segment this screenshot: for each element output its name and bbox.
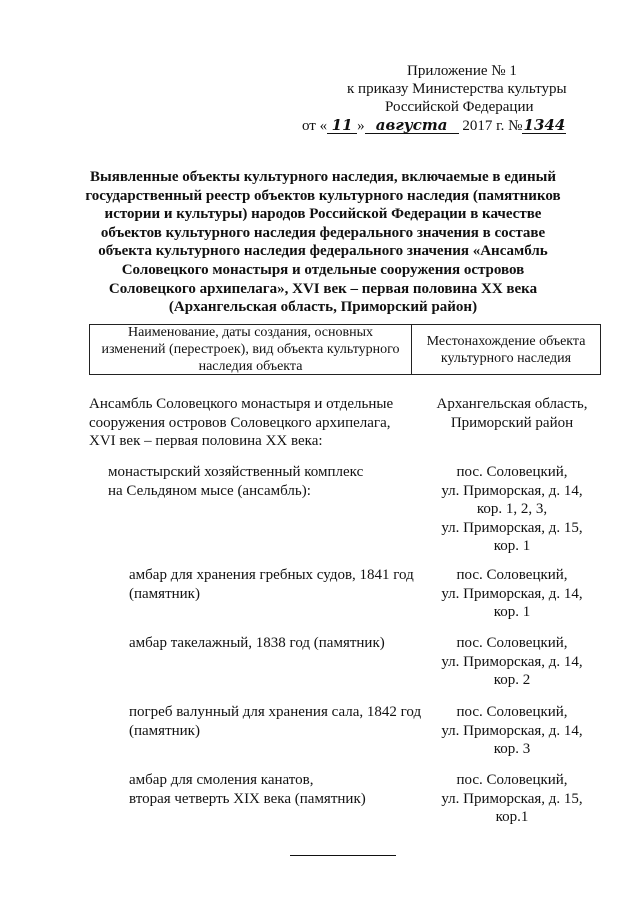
date-month-handwritten: августа <box>365 117 459 134</box>
table-header <box>89 324 601 375</box>
date-day-handwritten: 11 <box>327 117 357 134</box>
appendix-header <box>300 62 610 135</box>
table-row-location: пос. Соловецкий, ул. Приморская, д. 15, кор.1 <box>441 772 583 825</box>
table-row-location: пос. Соловецкий, ул. Приморская, д. 14, кор. 1 <box>441 567 583 620</box>
table-row-location: пос. Соловецкий, ул. Приморская, д. 14, кор. 2 <box>441 635 583 688</box>
appendix-date-line <box>300 117 610 135</box>
table-row-name: погреб валунный для хранения сала, 1842 год (памятник) <box>129 704 422 739</box>
table-row-name: Ансамбль Соловецкого монастыря и отдельные сооружения островов Соловецкого архипелага, XVI век – первая половина XX века: <box>89 396 394 449</box>
table-header-name-column: Наименование, даты создания, основных изменений (перестроек), вид объекта культурного наследия объекта <box>90 325 412 374</box>
table-row-name: монастырский хозяйственный комплекс на Сельдяном мысе (ансамбль): <box>108 464 364 499</box>
date-prefix: от « <box>302 118 328 134</box>
table-row-location: пос. Соловецкий, ул. Приморская, д. 14, кор. 1, 2, 3, ул. Приморская, д. 15, кор. 1 <box>441 464 583 554</box>
appendix-order-line: к приказу Министерства культуры <box>347 81 567 97</box>
footer-separator <box>290 855 396 856</box>
order-number-handwritten: 1344 <box>523 116 566 134</box>
table-header-location-column: Местонахождение объекта культурного наследия <box>426 333 586 366</box>
table-row-location: Архангельская область, Приморский район <box>436 396 588 431</box>
table-row-name: амбар для смоления канатов, вторая четверть XIX века (памятник) <box>129 772 366 807</box>
appendix-country-line: Российской Федерации <box>385 99 534 115</box>
appendix-title: Приложение № 1 <box>407 63 517 79</box>
table-row-name: амбар для хранения гребных судов, 1841 год (памятник) <box>129 567 414 602</box>
document-title: Выявленные объекты культурного наследия, включаемые в единый государственный реестр объектов культурного наследия (памятников истории и культуры) народов Российской Федерации в качестве объектов культурного наследия федерального значения в составе объекта культурного наследия федерального значения «Ансамбль Соловецкого монастыря и отдельные сооружения островов Соловецкого архипелага», XVI век – первая половина XX века (Архангельская область, Приморский район) <box>85 169 561 316</box>
date-close-quote: » <box>357 118 365 134</box>
table-row-name: амбар такелажный, 1838 год (памятник) <box>129 635 385 651</box>
table-row-location: пос. Соловецкий, ул. Приморская, д. 14, кор. 3 <box>441 704 583 757</box>
date-year: 2017 г. № <box>462 118 523 134</box>
